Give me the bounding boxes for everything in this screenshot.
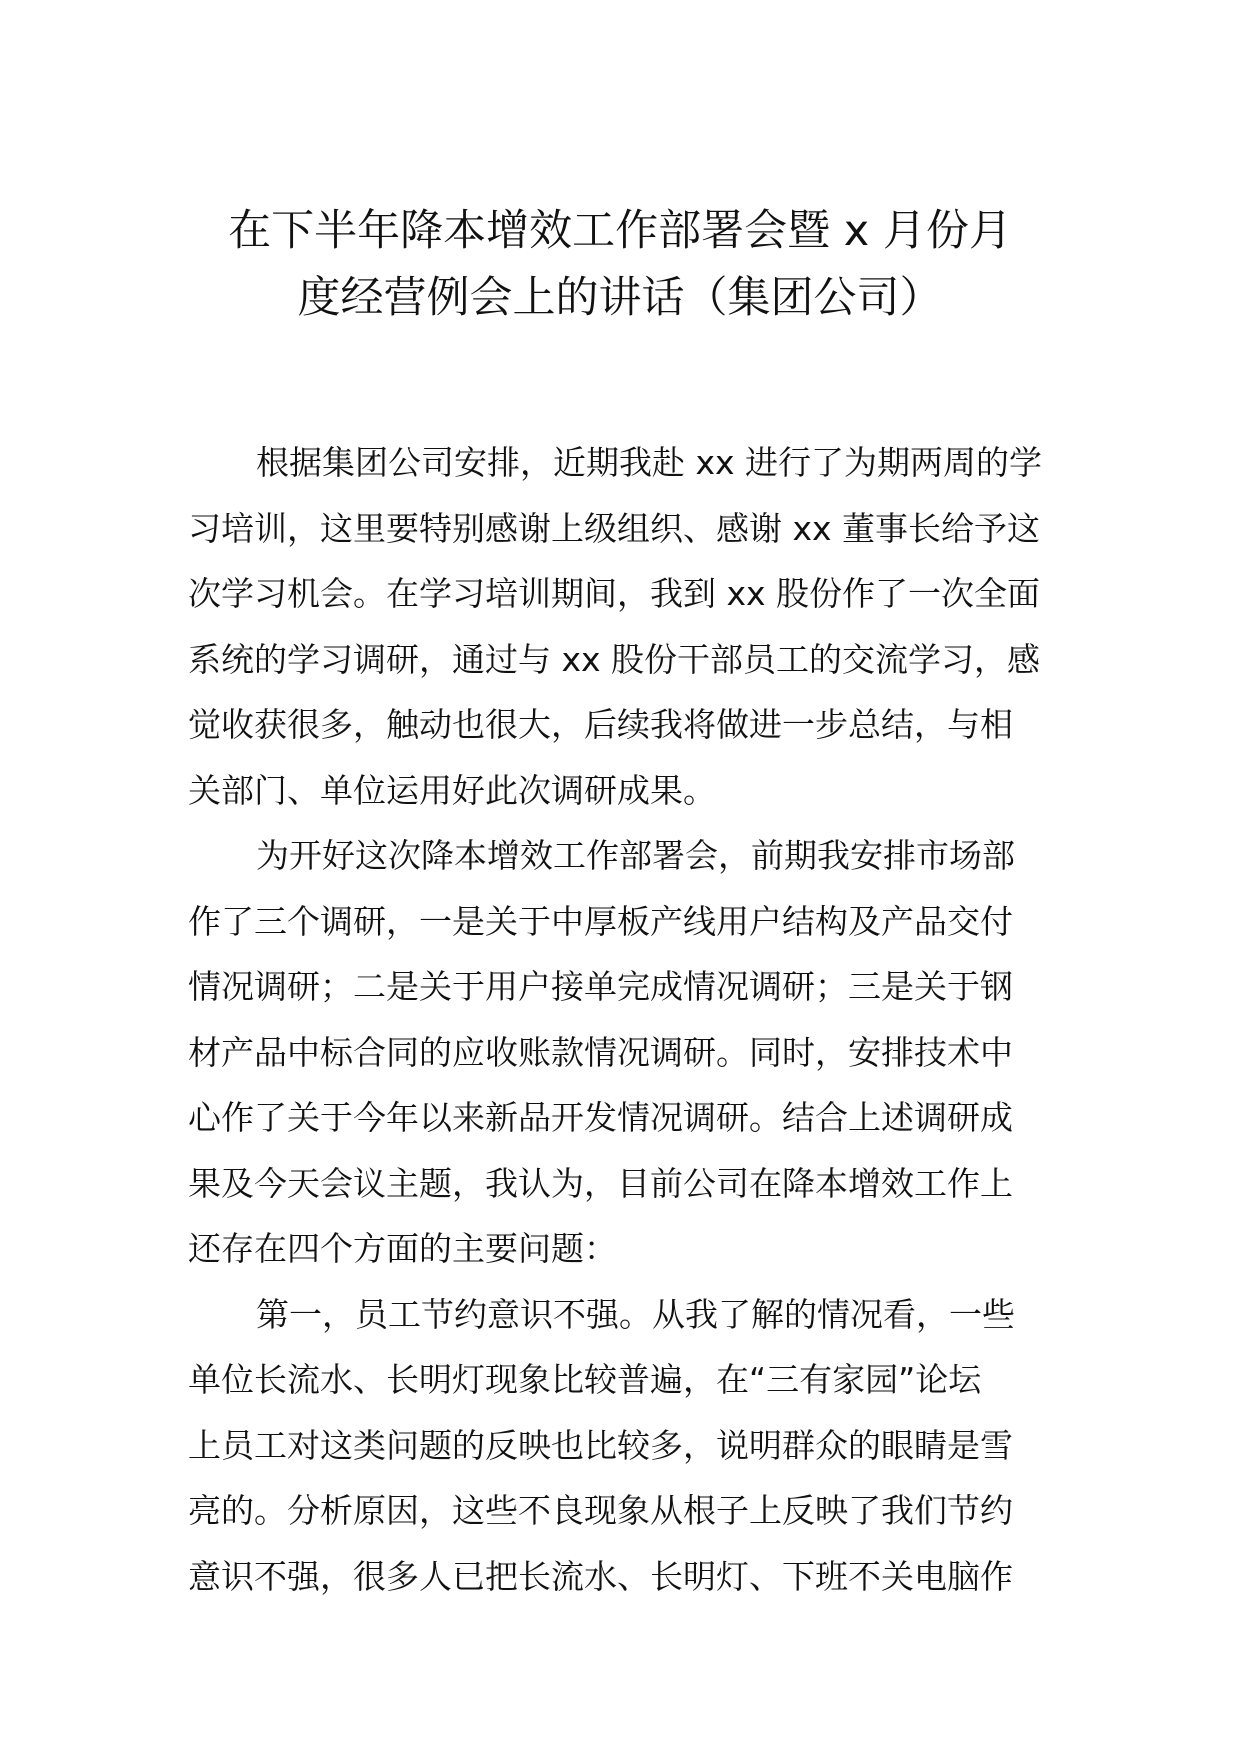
paragraph-3 <box>188 1282 1060 1610</box>
paragraph-line: 根据集团公司安排，近期我赴 xx 进行了为期两周的学 <box>256 443 1043 482</box>
paragraph-line: 系统的学习调研，通过与 xx 股份干部员工的交流学习，感 <box>188 639 1041 679</box>
paragraph-line: 第一，员工节约意识不强。从我了解的情况看，一些 <box>256 1294 1015 1334</box>
paragraph-line: 次学习机会。在学习培训期间，我到 xx 股份作了一次全面 <box>188 574 1041 613</box>
paragraph-line: 还存在四个方面的主要问题： <box>188 1229 617 1268</box>
paragraph-1 <box>188 430 1060 823</box>
paragraph-line: 亮的。分析原因，这些不良现象从根子上反映了我们节约 <box>188 1491 1013 1530</box>
document-title <box>180 198 1060 332</box>
paragraph-2 <box>188 823 1060 1282</box>
paragraph-line: 为开好这次降本增效工作部署会，前期我安排市场部 <box>256 836 1015 875</box>
paragraph-line: 上员工对这类问题的反映也比较多，说明群众的眼睛是雪 <box>188 1425 1013 1465</box>
paragraph-line: 单位长流水、长明灯现象比较普遍，在“三有家园”论坛 <box>188 1360 982 1399</box>
paragraph-line: 意识不强，很多人已把长流水、长明灯、下班不关电脑作 <box>188 1556 1013 1596</box>
paragraph-line: 材产品中标合同的应收账款情况调研。同时，安排技术中 <box>188 1032 1013 1072</box>
paragraph-line: 作了三个调研，一是关于中厚板产线用户结构及产品交付 <box>188 901 1013 941</box>
paragraph-line: 果及今天会议主题，我认为，目前公司在降本增效工作上 <box>188 1163 1013 1203</box>
document-body <box>188 430 1060 1609</box>
title-line: 度经营例会上的讲话（集团公司） <box>297 273 943 323</box>
paragraph-line: 心作了关于今年以来新品开发情况调研。结合上述调研成 <box>188 1098 1013 1137</box>
paragraph-line: 觉收获很多，触动也很大，后续我将做进一步总结，与相 <box>188 705 1013 744</box>
paragraph-line: 关部门、单位运用好此次调研成果。 <box>188 770 716 810</box>
paragraph-line: 情况调研；二是关于用户接单完成情况调研；三是关于钢 <box>188 967 1013 1006</box>
title-line: 在下半年降本增效工作部署会暨 x 月份月 <box>228 206 1012 256</box>
paragraph-line: 习培训，这里要特别感谢上级组织、感谢 xx 董事长给予这 <box>188 508 1041 548</box>
